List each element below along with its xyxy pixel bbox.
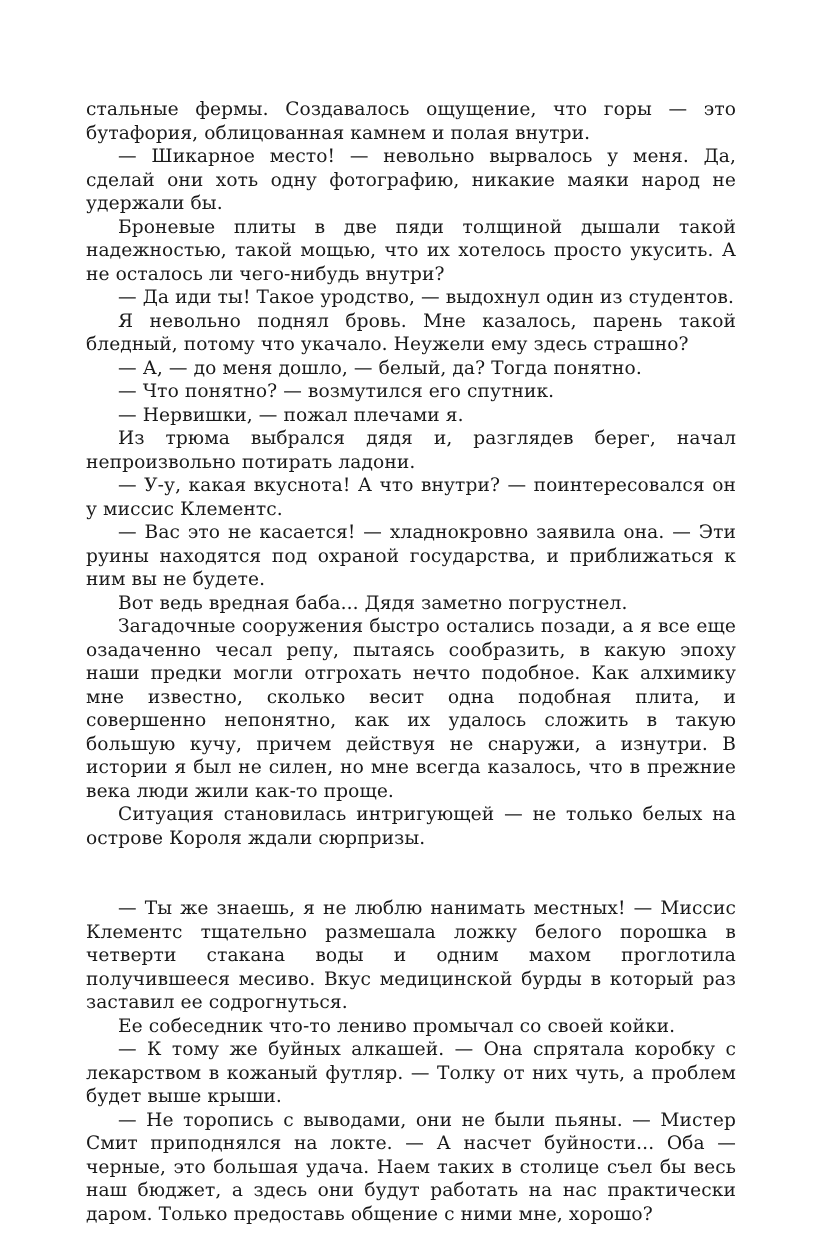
paragraph: Я невольно поднял бровь. Мне казалось, парень такой бледный, потому что укачало. Неужели ему здесь страшно? (86, 310, 736, 355)
paragraph: — К тому же буйных алкашей. — Она спрятала коробку с лекарством в кожаный футляр. — Толку от них чуть, а проблем будет выше крыши. (86, 1039, 736, 1107)
paragraph: — Шикарное место! — невольно вырвалось у меня. Да, сделай они хоть одну фотографию, никакие маяки народ не удержали бы. (86, 146, 736, 214)
paragraph: Из трюма выбрался дядя и, разглядев берег, начал непроизвольно потирать ладони. (86, 428, 736, 473)
section-one (86, 98, 736, 850)
paragraph: — Да иди ты! Такое уродство, — выдохнул один из студентов. (118, 287, 734, 308)
paragraph: стальные фермы. Создавалось ощущение, что горы — это бутафория, облицованная камнем и полая внутри. (86, 99, 736, 144)
paragraph: — Нервишки, — пожал плечами я. (118, 404, 464, 426)
paragraph: Ее собеседник что-то лениво промычал со своей койки. (118, 1015, 676, 1037)
paragraph: — Что понятно? — возмутился его спутник. (118, 381, 555, 402)
paragraph: — Ты же знаешь, я не люблю нанимать местных! — Миссис Клементс тщательно размешала ложку белого порошка в четверти стакана воды и одним махом проглотила получившееся месиво. Вкус медицинской бурды в который раз заставил ее содрогнуться. (86, 898, 736, 1013)
paragraph: — Не торопись с выводами, они не были пьяны. — Мистер Смит приподнялся на локте. — А насчет буйности... Оба — черные, это большая удача. Наем таких в столице съел бы весь наш бюджет, а здесь они будут работать на нас практически даром. Только предоставь общение с ними мне, хорошо? (86, 1109, 736, 1225)
book-page (86, 98, 736, 1226)
paragraph: Ситуация становилась интригующей — не только белых на острове Короля ждали сюрпризы. (86, 804, 736, 849)
paragraph: Броневые плиты в две пяди толщиной дышали такой надежностью, такой мощью, что их хотелось просто укусить. А не осталось ли чего-нибудь внутри? (86, 216, 736, 285)
paragraph: Загадочные сооружения быстро остались позади, а я все еще озадаченно чесал репу, пытаясь сообразить, в какую эпоху наши предки могли отгрохать нечто подобное. Как алхимику мне известно, сколько весит одна подобная плита, и совершенно непонятно, как их удалось сложить в такую большую кучу, причем действуя не снаружи, а изнутри. В истории я был не силен, но мне всегда казалось, что в прежние века люди жили как-то проще. (86, 616, 736, 802)
paragraph: Вот ведь вредная баба... Дядя заметно погрустнел. (118, 592, 628, 614)
section-break (86, 850, 736, 897)
paragraph: — У-у, какая вкуснота! А что внутри? — поинтересовался он у миссис Клементс. (86, 475, 736, 520)
paragraph: — А, — до меня дошло, — белый, да? Тогда понятно. (118, 357, 642, 379)
paragraph: — Вас это не касается! — хладнокровно заявила она. — Эти руины находятся под охраной государства, и приближаться к ним вы не будете. (86, 522, 736, 590)
section-two (86, 897, 736, 1226)
